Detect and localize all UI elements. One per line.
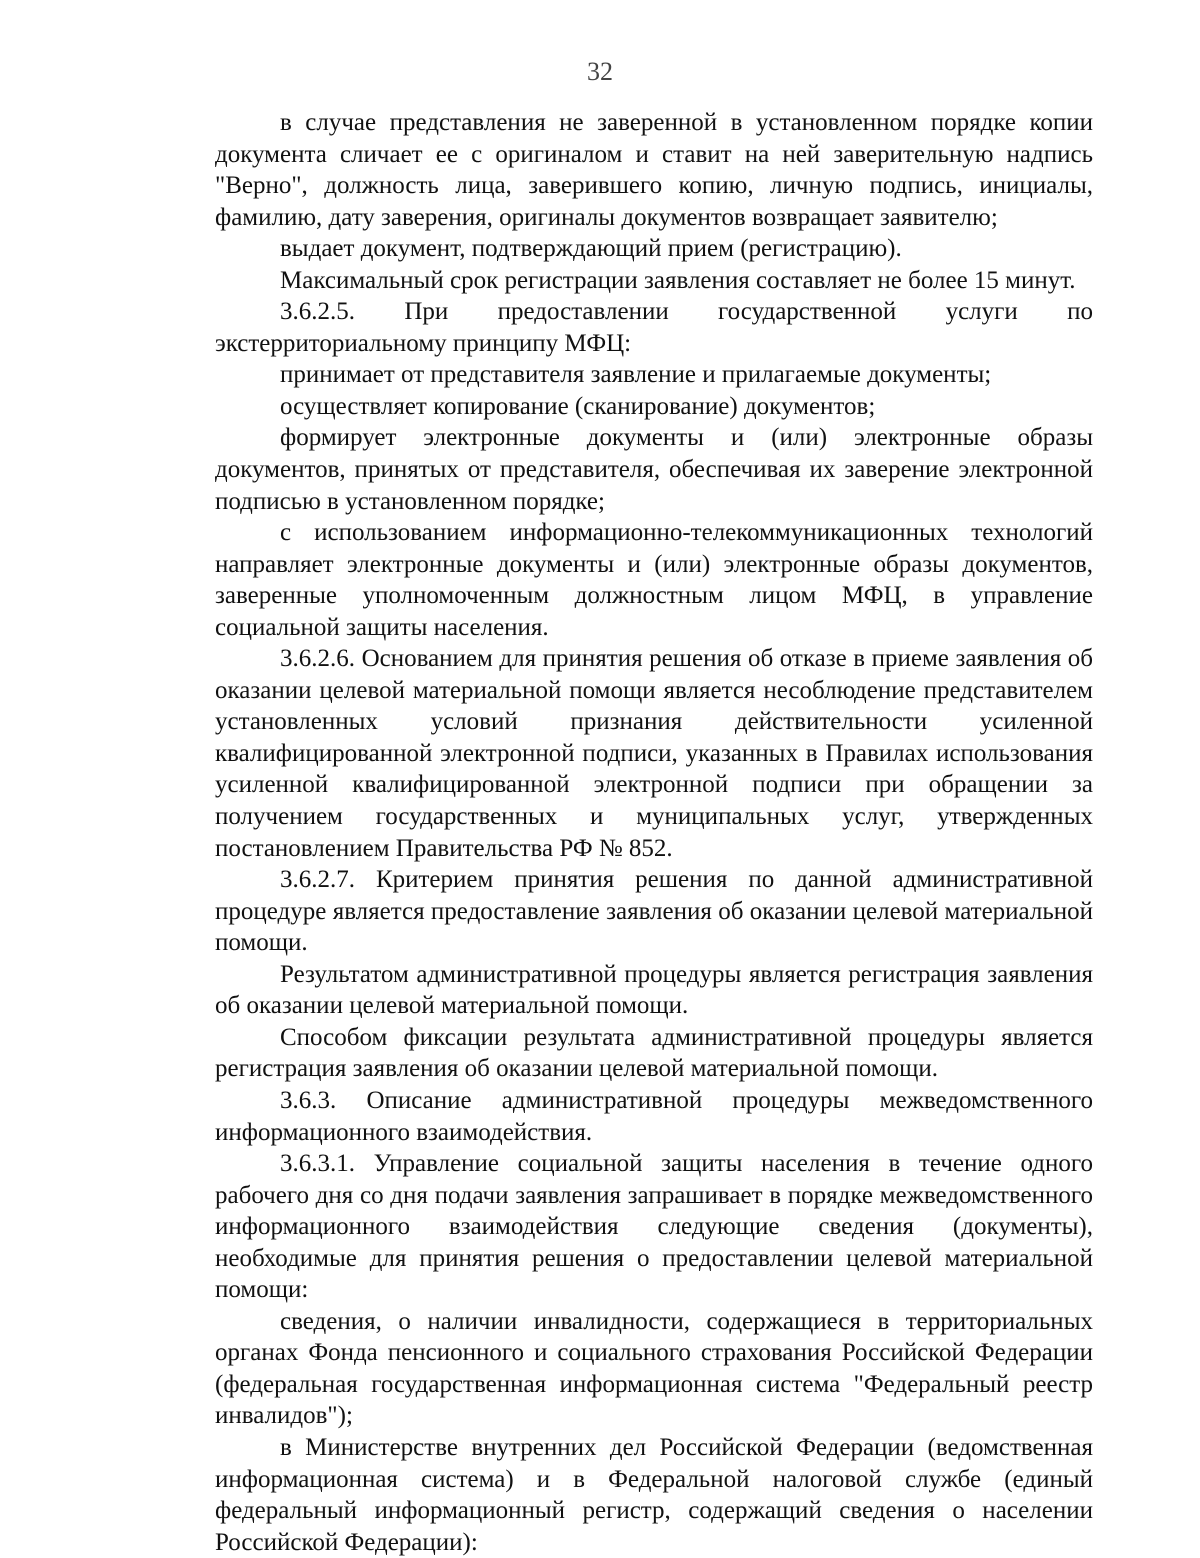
- paragraph: 3.6.3.1. Управление социальной защиты населения в течение одного рабочего дня со дня подачи заявления запрашивает в порядке межведомственного информационного взаимодействия следующие сведения (документы), необходимые для принятия решения о предоставлении целевой материальной помощи:: [215, 1150, 1093, 1304]
- paragraph: Максимальный срок регистрации заявления составляет не более 15 минут.: [280, 266, 1076, 294]
- paragraph: Результатом административной процедуры является регистрация заявления об оказании целевой материальной помощи.: [215, 960, 1093, 1020]
- paragraph: в случае представления не заверенной в установленном порядке копии документа сличает ее с оригиналом и ставит на ней заверительную надпись "Верно", должность лица, заверившего копию, личную подпись, инициалы, фамилию, дату заверения, оригиналы документов возвращает заявителю;: [215, 109, 1093, 231]
- paragraph: принимает от представителя заявление и прилагаемые документы;: [280, 361, 992, 389]
- paragraph: формирует электронные документы и (или) электронные образы документов, принятых от представителя, обеспечивая их заверение электронной подписью в установленном порядке;: [215, 424, 1093, 515]
- paragraph: осуществляет копирование (сканирование) документов;: [280, 392, 876, 420]
- paragraph: 3.6.2.7. Критерием принятия решения по данной административной процедуре является предоставление заявления об оказании целевой материальной помощи.: [215, 866, 1093, 957]
- paragraph: 3.6.2.5. При предоставлении государственной услуги по экстерриториальному принципу МФЦ:: [215, 298, 1093, 357]
- page-number: 32: [587, 57, 613, 86]
- paragraph: выдает документ, подтверждающий прием (регистрацию).: [280, 235, 902, 263]
- document-body: [215, 107, 1093, 1558]
- paragraph: Способом фиксации результата административной процедуры является регистрация заявления об оказании целевой материальной помощи.: [215, 1023, 1093, 1083]
- paragraph: 3.6.2.6. Основанием для принятия решения об отказе в приеме заявления об оказании целевой материальной помощи является несоблюдение представителем установленных условий признания действительности усиленной квалифицированной электронной подписи, указанных в Правилах использования усиленной квалифицированной электронной подписи при обращении за получением государственных и муниципальных услуг, утвержденных постановлением Правительства РФ № 852.: [215, 645, 1093, 862]
- paragraph: с использованием информационно-телекоммуникационных технологий направляет электронные документы и (или) электронные образы документов, заверенные уполномоченным должностным лицом МФЦ, в управление социальной защиты населения.: [215, 519, 1093, 641]
- paragraph: 3.6.3. Описание административной процедуры межведомственного информационного взаимодействия.: [215, 1086, 1093, 1146]
- paragraph: в Министерстве внутренних дел Российской Федерации (ведомственная информационная система) и в Федеральной налоговой службе (единый федеральный информационный регистр, содержащий сведения о населении Российской Федерации):: [215, 1433, 1093, 1556]
- paragraph: сведения, о наличии инвалидности, содержащиеся в территориальных органах Фонда пенсионного и социального страхования Российской Федерации (федеральная государственная информационная система "Федеральный реестр инвалидов");: [215, 1307, 1093, 1430]
